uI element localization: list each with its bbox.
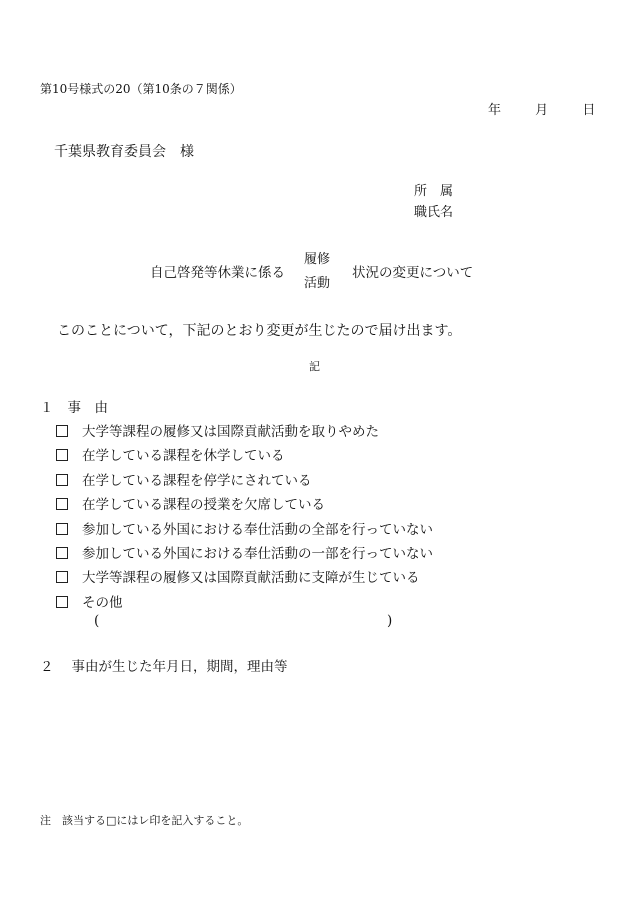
body-text: このことについて，下記のとおり変更が生じたので届け出ます。 [57, 323, 462, 339]
reason-label: 参加している外国における奉仕活動の全部を行っていない [82, 522, 433, 538]
footnote: 注 該当する□にはレ印を記入すること。 [40, 814, 249, 827]
subject-right: 状況の変更について [352, 265, 474, 281]
reason-label: 在学している課程を停学にされている [82, 473, 312, 489]
ki-heading: 記 [309, 360, 320, 373]
reason-item[interactable] [56, 542, 433, 562]
section2-heading [40, 655, 288, 675]
checkbox[interactable] [56, 474, 68, 486]
addressee-name: 千葉県教育委員会 [54, 144, 166, 160]
checkbox[interactable] [56, 425, 68, 437]
reason-label: 在学している課程を休学している [82, 448, 285, 464]
reason-label: 大学等課程の履修又は国際貢献活動に支障が生じている [82, 570, 420, 586]
date-line [488, 99, 595, 118]
checkbox[interactable] [56, 596, 68, 608]
reason-item[interactable] [56, 469, 312, 489]
section1-number: １ [40, 400, 54, 416]
other-paren-close: ) [387, 613, 393, 629]
checkbox[interactable] [56, 547, 68, 559]
checkbox[interactable] [56, 449, 68, 461]
reason-item[interactable] [56, 566, 420, 586]
form-number: 第10号様式の20（第10条の７関係） [40, 82, 242, 96]
section2-number: ２ [40, 659, 54, 675]
reason-item[interactable] [56, 444, 285, 464]
subject-option-top: 履修 [304, 252, 331, 267]
addressee-honorific: 様 [180, 144, 194, 160]
date-month-label: 月 [535, 103, 549, 118]
section2-title: 事由が生じた年月日，期間，理由等 [71, 659, 288, 675]
reason-item[interactable] [56, 420, 379, 440]
reason-label: 在学している課程の授業を欠席している [82, 497, 325, 513]
subject-left: 自己啓発等休業に係る [150, 265, 285, 281]
date-day-label: 日 [582, 103, 596, 118]
section1-heading [40, 396, 108, 416]
checkbox[interactable] [56, 498, 68, 510]
reason-label: その他 [82, 595, 123, 611]
other-paren-open: ( [94, 613, 100, 629]
date-year-label: 年 [488, 103, 502, 118]
sender-affiliation-label: 所 属 [414, 184, 454, 199]
reason-label: 大学等課程の履修又は国際貢献活動を取りやめた [82, 424, 379, 440]
subject-option-bottom: 活動 [304, 276, 331, 291]
reason-label: 参加している外国における奉仕活動の一部を行っていない [82, 546, 433, 562]
reason-item[interactable] [56, 493, 325, 513]
checkbox[interactable] [56, 571, 68, 583]
sender-position-name-label: 職氏名 [414, 205, 454, 220]
reason-item[interactable] [56, 591, 123, 611]
checkbox[interactable] [56, 523, 68, 535]
section1-title: 事 由 [67, 400, 108, 416]
reason-item[interactable] [56, 518, 433, 538]
addressee [54, 141, 194, 161]
